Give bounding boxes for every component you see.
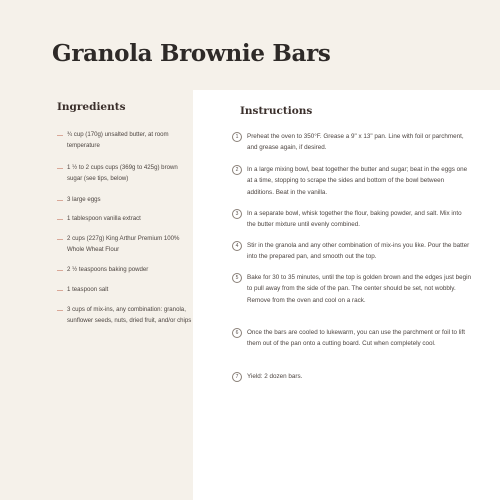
ingredient-text: 2 cups (227g) King Arthur Premium 100% Whole Wheat Flour bbox=[67, 235, 180, 253]
step-number-circle: 7 bbox=[232, 372, 242, 382]
ingredient-text: 3 cups of mix-ins, any combination: granola, sunflower seeds, nuts, dried fruit, and/or chips bbox=[67, 306, 192, 324]
instruction-step bbox=[232, 371, 472, 382]
ingredient-item bbox=[57, 214, 193, 225]
step-number-circle: 3 bbox=[232, 209, 242, 219]
step-text: In a large mixing bowl, beat together the butter and sugar; beat in the eggs one at a time, stopping to scrape the sides and bottom of the bowl between additions. Beat in the vanilla. bbox=[247, 166, 468, 196]
step-number-circle: 6 bbox=[232, 328, 242, 338]
step-text: Yield: 2 dozen bars. bbox=[247, 373, 303, 380]
step-number-circle: 5 bbox=[232, 273, 242, 283]
ingredient-item bbox=[57, 285, 193, 296]
ingredient-item bbox=[57, 195, 193, 206]
step-text: Preheat the oven to 350°F. Grease a 9" x 13" pan. Line with foil or parchment, and grease again, if desired. bbox=[247, 133, 464, 152]
ingredient-text: 1 ½ to 2 cups cups (369g to 425g) brown sugar (see tips, below) bbox=[67, 164, 178, 182]
dash-bullet-icon bbox=[57, 200, 63, 201]
step-text: Once the bars are cooled to lukewarm, you can use the parchment or foil to lift them out of the pan onto a cutting board. Cut when completely cool. bbox=[247, 329, 466, 348]
ingredient-item bbox=[57, 234, 193, 255]
ingredients-column bbox=[0, 90, 193, 500]
dash-bullet-icon bbox=[57, 270, 63, 271]
ingredient-text: ¾ cup (170g) unsalted butter, at room temperature bbox=[67, 131, 169, 149]
ingredient-item bbox=[57, 163, 193, 184]
instructions-heading: Instructions bbox=[240, 105, 313, 117]
step-text: Bake for 30 to 35 minutes, until the top is golden brown and the edges just begin to pull away from the side of the pan. The center should be set, not wobbly. Remove from the oven and cool on a rack. bbox=[247, 274, 472, 304]
ingredient-text: 1 teaspoon salt bbox=[67, 286, 109, 293]
dash-bullet-icon bbox=[57, 310, 63, 311]
step-text: In a separate bowl, whisk together the flour, baking powder, and salt. Mix into the butter mixture until evenly combined. bbox=[247, 210, 462, 229]
ingredient-item bbox=[57, 305, 193, 326]
step-number-circle: 1 bbox=[232, 132, 242, 142]
dash-bullet-icon bbox=[57, 290, 63, 291]
ingredient-item bbox=[57, 265, 193, 276]
step-text: Stir in the granola and any other combination of mix-ins you like. Pour the batter into the prepared pan, and smooth out the top. bbox=[247, 242, 470, 261]
ingredient-text: 1 tablespoon vanilla extract bbox=[67, 215, 141, 222]
instruction-step bbox=[232, 240, 472, 263]
instruction-step bbox=[232, 327, 472, 350]
ingredient-text: 3 large eggs bbox=[67, 196, 101, 203]
instruction-step bbox=[232, 272, 472, 306]
ingredient-item bbox=[57, 130, 193, 151]
instruction-step bbox=[232, 208, 472, 231]
step-number-circle: 4 bbox=[232, 241, 242, 251]
dash-bullet-icon bbox=[57, 135, 63, 136]
instruction-step bbox=[232, 131, 472, 154]
instruction-step bbox=[232, 164, 472, 198]
ingredients-heading: Ingredients bbox=[57, 101, 126, 113]
dash-bullet-icon bbox=[57, 239, 63, 240]
recipe-title: Granola Brownie Bars bbox=[52, 40, 331, 67]
ingredient-text: 2 ½ teaspoons baking powder bbox=[67, 266, 149, 273]
instructions-panel bbox=[193, 90, 500, 500]
dash-bullet-icon bbox=[57, 168, 63, 169]
step-number-circle: 2 bbox=[232, 165, 242, 175]
dash-bullet-icon bbox=[57, 219, 63, 220]
